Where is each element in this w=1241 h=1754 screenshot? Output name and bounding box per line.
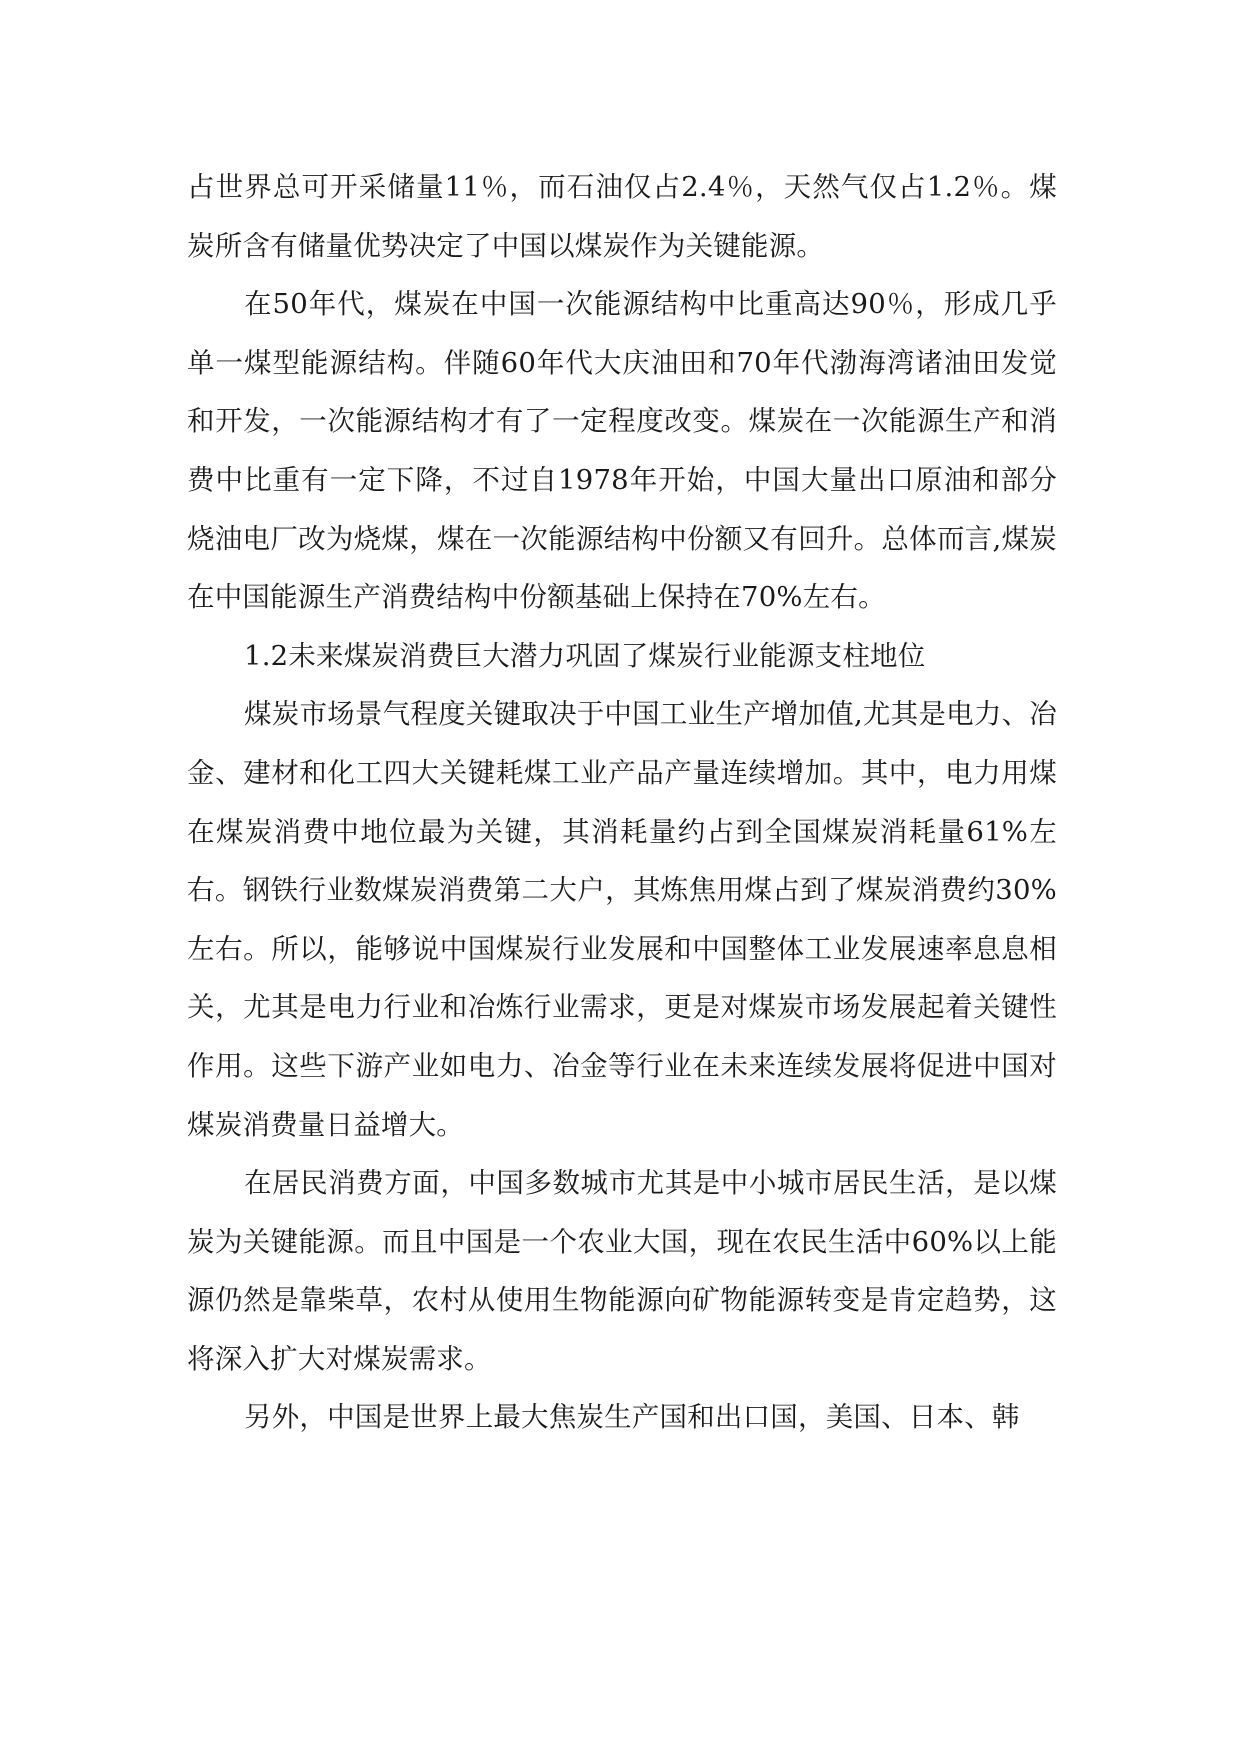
section-heading-1-2: 1.2未来煤炭消费巨大潜力巩固了煤炭行业能源支柱地位 bbox=[244, 639, 926, 672]
paragraph-residential-consumption: 在居民消费方面，中国多数城市尤其是中小城市居民生活，是以煤炭为关键能源。而且中国是一个农业大国，现在农民生活中60%以上能源仍然是靠柴草，农村从使用生物能源向矿物能源转变是肯定趋势，这将深入扩大对煤炭需求。 bbox=[187, 1167, 1057, 1375]
paragraph-coke-export: 另外，中国是世界上最大焦炭生产国和出口国，美国、日本、韩 bbox=[244, 1401, 1020, 1434]
document-body bbox=[187, 158, 1057, 1447]
paragraph-energy-structure: 在50年代，煤炭在中国一次能源结构中比重高达90％，形成几乎单一煤型能源结构。伴随60年代大庆油田和70年代渤海湾诸油田发觉和开发，一次能源结构才有了一定程度改变。煤炭在一次能源生产和消费中比重有一定下降，不过自1978年开始，中国大量出口原油和部分烧油电厂改为烧煤，煤在一次能源结构中份额又有回升。总体而言,煤炭在中国能源生产消费结构中份额基础上保持在70%左右。 bbox=[187, 288, 1057, 614]
paragraph-reserves-share: 占世界总可开采储量11％，而石油仅占2.4％，天然气仅占1.2％。煤炭所含有储量优势决定了中国以煤炭作为关键能源。 bbox=[187, 171, 1057, 262]
paragraph-industrial-demand: 煤炭市场景气程度关键取决于中国工业生产增加值,尤其是电力、冶金、建材和化工四大关键耗煤工业产品产量连续增加。其中，电力用煤在煤炭消费中地位最为关键，其消耗量约占到全国煤炭消耗量61%左右。钢铁行业数煤炭消费第二大户，其炼焦用煤占到了煤炭消费约30%左右。所以，能够说中国煤炭行业发展和中国整体工业发展速率息息相关，尤其是电力行业和冶炼行业需求，更是对煤炭市场发展起着关键性作用。这些下游产业如电力、冶金等行业在未来连续发展将促进中国对煤炭消费量日益增大。 bbox=[187, 698, 1057, 1141]
